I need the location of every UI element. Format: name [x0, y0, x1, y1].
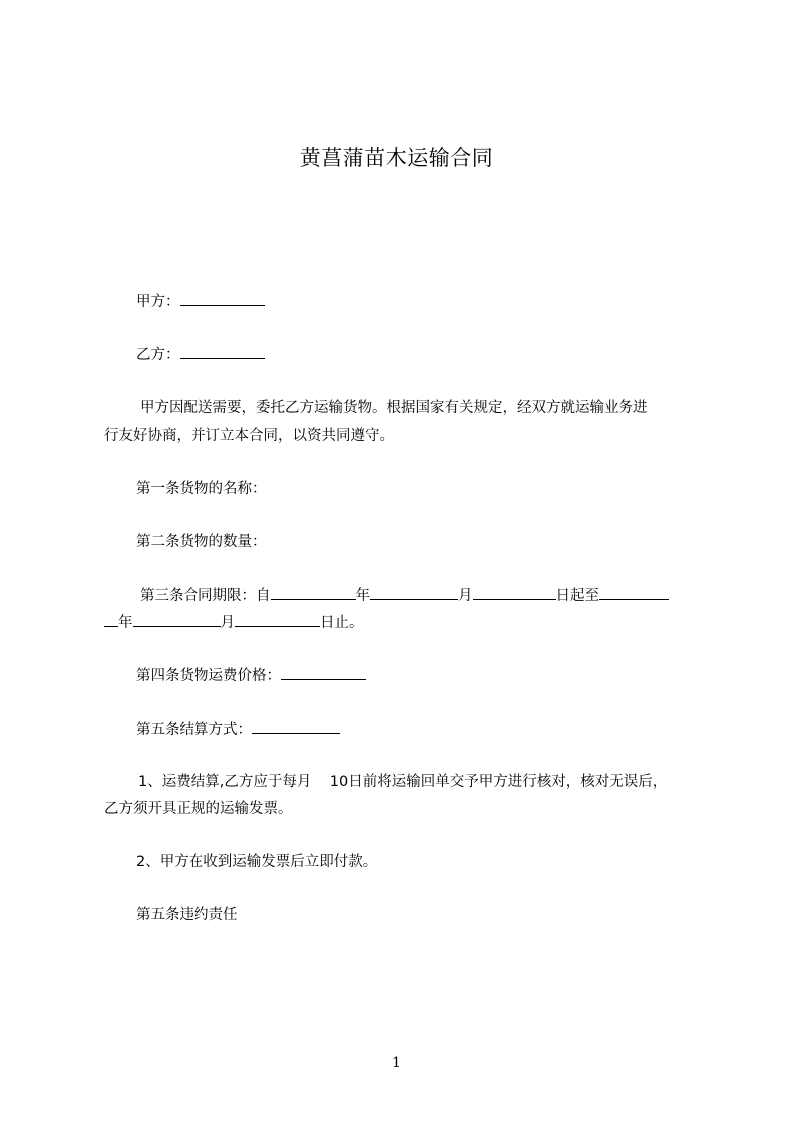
party-a-label: 甲方： — [136, 294, 180, 310]
end-year-blank-part2 — [104, 612, 118, 627]
party-b-line — [136, 344, 265, 365]
page-number: 1 — [392, 1055, 401, 1071]
start-year-blank — [271, 585, 356, 600]
article-3-line-2 — [104, 612, 364, 633]
start-month-blank — [370, 585, 458, 600]
article-4-label: 第四条货物运费价格： — [136, 668, 281, 684]
article-3-year2-label: 年 — [118, 615, 133, 631]
article-4-line — [136, 665, 366, 686]
article-3-end-label: 日止。 — [320, 615, 364, 631]
article-3-month2-label: 月 — [220, 615, 235, 631]
article-5-line — [136, 719, 340, 740]
article-2: 第二条货物的数量： — [136, 534, 267, 550]
item-2: 2、甲方在收到运输发票后立即付款。 — [136, 854, 378, 870]
start-day-blank — [473, 585, 556, 600]
settlement-method-blank — [252, 719, 340, 734]
article-1: 第一条货物的名称： — [136, 481, 267, 497]
article-3-day-from-label: 日起至 — [555, 588, 599, 604]
item-1-line-1: 1、运费结算,乙方应于每月 10日前将运输回单交予甲方进行核对，核对无误后， — [138, 774, 668, 790]
article-5b: 第五条违约责任 — [136, 907, 238, 923]
end-day-blank — [235, 612, 320, 627]
party-b-blank — [180, 344, 265, 359]
article-3-year-label: 年 — [355, 588, 370, 604]
document-title: 黄菖蒲苗木运输合同 — [299, 146, 494, 170]
end-year-blank-part1 — [599, 585, 669, 600]
article-3-month-label: 月 — [458, 588, 473, 604]
article-3-line-1 — [140, 585, 669, 606]
party-a-line — [136, 291, 265, 312]
party-b-label: 乙方： — [136, 347, 180, 363]
freight-price-blank — [281, 665, 366, 680]
article-3-label: 第三条合同期限：自 — [140, 588, 271, 604]
end-month-blank — [133, 612, 221, 627]
party-a-blank — [180, 291, 265, 306]
article-5-label: 第五条结算方式： — [136, 722, 252, 738]
item-1-line-2: 乙方须开具正规的运输发票。 — [104, 801, 293, 817]
intro-line-1: 甲方因配送需要，委托乙方运输货物。根据国家有关规定，经双方就运输业务进 — [140, 400, 648, 416]
intro-line-2: 行友好协商，并订立本合同，以资共同遵守。 — [104, 428, 394, 444]
